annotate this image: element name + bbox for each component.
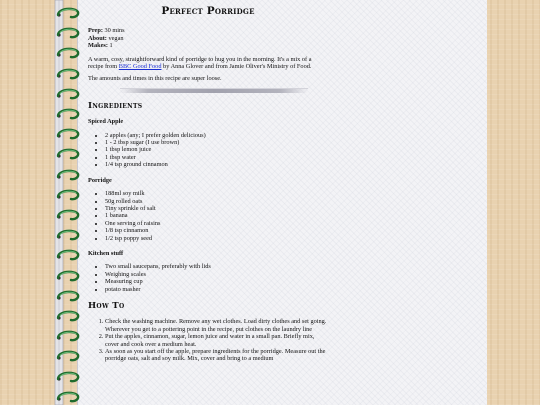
- ingredient-list: [88, 263, 328, 293]
- spiral-ring-icon: [55, 87, 81, 101]
- ingredient-list: [88, 190, 328, 242]
- spiral-ring-icon: [55, 390, 81, 404]
- ingredient-item: • Two small saucepans, preferably with lids: [105, 263, 328, 270]
- ingredient-item: • Weighing scales: [105, 271, 328, 278]
- recipe-meta: [88, 27, 328, 49]
- spiral-ring-icon: [55, 147, 81, 161]
- page-title: Perfect Porridge: [161, 5, 255, 17]
- ingredient-item: • 188ml soy milk: [105, 190, 328, 197]
- spiral-ring-icon: [55, 188, 81, 202]
- intro-paragraph: A warm, cosy, straightforward kind of porridge to hug you in the morning. It's a mix of a recipe from BBC Good Food by Anna Glover and from Jamie Oliver's Ministry of Food.: [88, 55, 312, 71]
- spiral-ring-icon: [55, 248, 81, 262]
- ingredient-item: • 1/4 tsp ground cinnamon: [105, 161, 328, 168]
- ingredient-item: • 1 - 2 tbsp sugar (I use brown): [105, 139, 328, 146]
- ingredient-item: • Tiny sprinkle of salt: [105, 205, 328, 212]
- spiral-ring-icon: [55, 309, 81, 323]
- ingredients-heading: Ingredients: [88, 100, 143, 111]
- ingredient-item: • 1 banana: [105, 212, 328, 219]
- ingredient-list: [88, 132, 328, 169]
- spiral-ring-icon: [55, 107, 81, 121]
- ingredient-subheading: Spiced Apple: [88, 118, 124, 126]
- makes-line: Makes: 1: [88, 42, 113, 50]
- about-line: About: vegan: [88, 34, 124, 42]
- bbc-good-food-link[interactable]: BBC Good Food: [118, 63, 162, 71]
- ingredient-item: • 1/2 tsp poppy seed: [105, 235, 328, 242]
- section-divider: [120, 88, 308, 93]
- how-to-heading: How To: [88, 300, 125, 311]
- spiral-ring-icon: [55, 370, 81, 384]
- ingredient-subheading: Kitchen stuff: [88, 249, 124, 257]
- ingredient-item: • 1 tbsp water: [105, 154, 328, 161]
- ingredient-item: • 50g rolled oats: [105, 198, 328, 205]
- notebook-spine: [54, 0, 64, 405]
- method-steps: [88, 318, 328, 362]
- ingredient-subheading: Porridge: [88, 176, 112, 184]
- spiral-ring-icon: [55, 228, 81, 242]
- spiral-ring-icon: [55, 6, 81, 20]
- spiral-ring-icon: [55, 46, 81, 60]
- ingredient-item: • Measuring cup: [105, 278, 328, 285]
- recipe-content: [88, 5, 328, 363]
- spiral-ring-icon: [55, 208, 81, 222]
- ingredient-sections: [88, 118, 328, 293]
- ingredient-item: • 1 tbsp lemon juice: [105, 146, 328, 153]
- spiral-ring-icon: [55, 67, 81, 81]
- spiral-ring-icon: [55, 269, 81, 283]
- spiral-ring-icon: [55, 329, 81, 343]
- method-step: 3. As soon as you start off the apple, prepare ingredients for the porridge. Measure out the porridge oats, salt and soy milk. Mix, cover and bring to a medium: [105, 348, 328, 363]
- ingredient-item: • One serving of raisins: [105, 220, 328, 227]
- prep-line: Prep: 30 mins: [88, 27, 125, 35]
- spiral-ring-icon: [55, 168, 81, 182]
- spiral-ring-icon: [55, 349, 81, 363]
- ingredient-item: • 1/8 tsp cinnamon: [105, 227, 328, 234]
- spiral-ring-icon: [55, 26, 81, 40]
- loose-note: The amounts and times in this recipe are super loose.: [88, 75, 222, 83]
- ingredient-item: • 2 apples (any; I prefer golden delicious): [105, 132, 328, 139]
- method-step: 1. Check the washing machine. Remove any wet clothes. Load dirty clothes and set going. Wherever you get to a pottering point in the recipe, put clothes on the laundry line: [105, 318, 328, 333]
- spiral-ring-icon: [55, 127, 81, 141]
- spiral-ring-icon: [55, 289, 81, 303]
- method-step: 2. Put the apples, cinnamon, sugar, lemon juice and water in a small pan. Briefly mix, cover and cook over a medium heat.: [105, 333, 328, 348]
- ingredient-item: • potato masher: [105, 286, 328, 293]
